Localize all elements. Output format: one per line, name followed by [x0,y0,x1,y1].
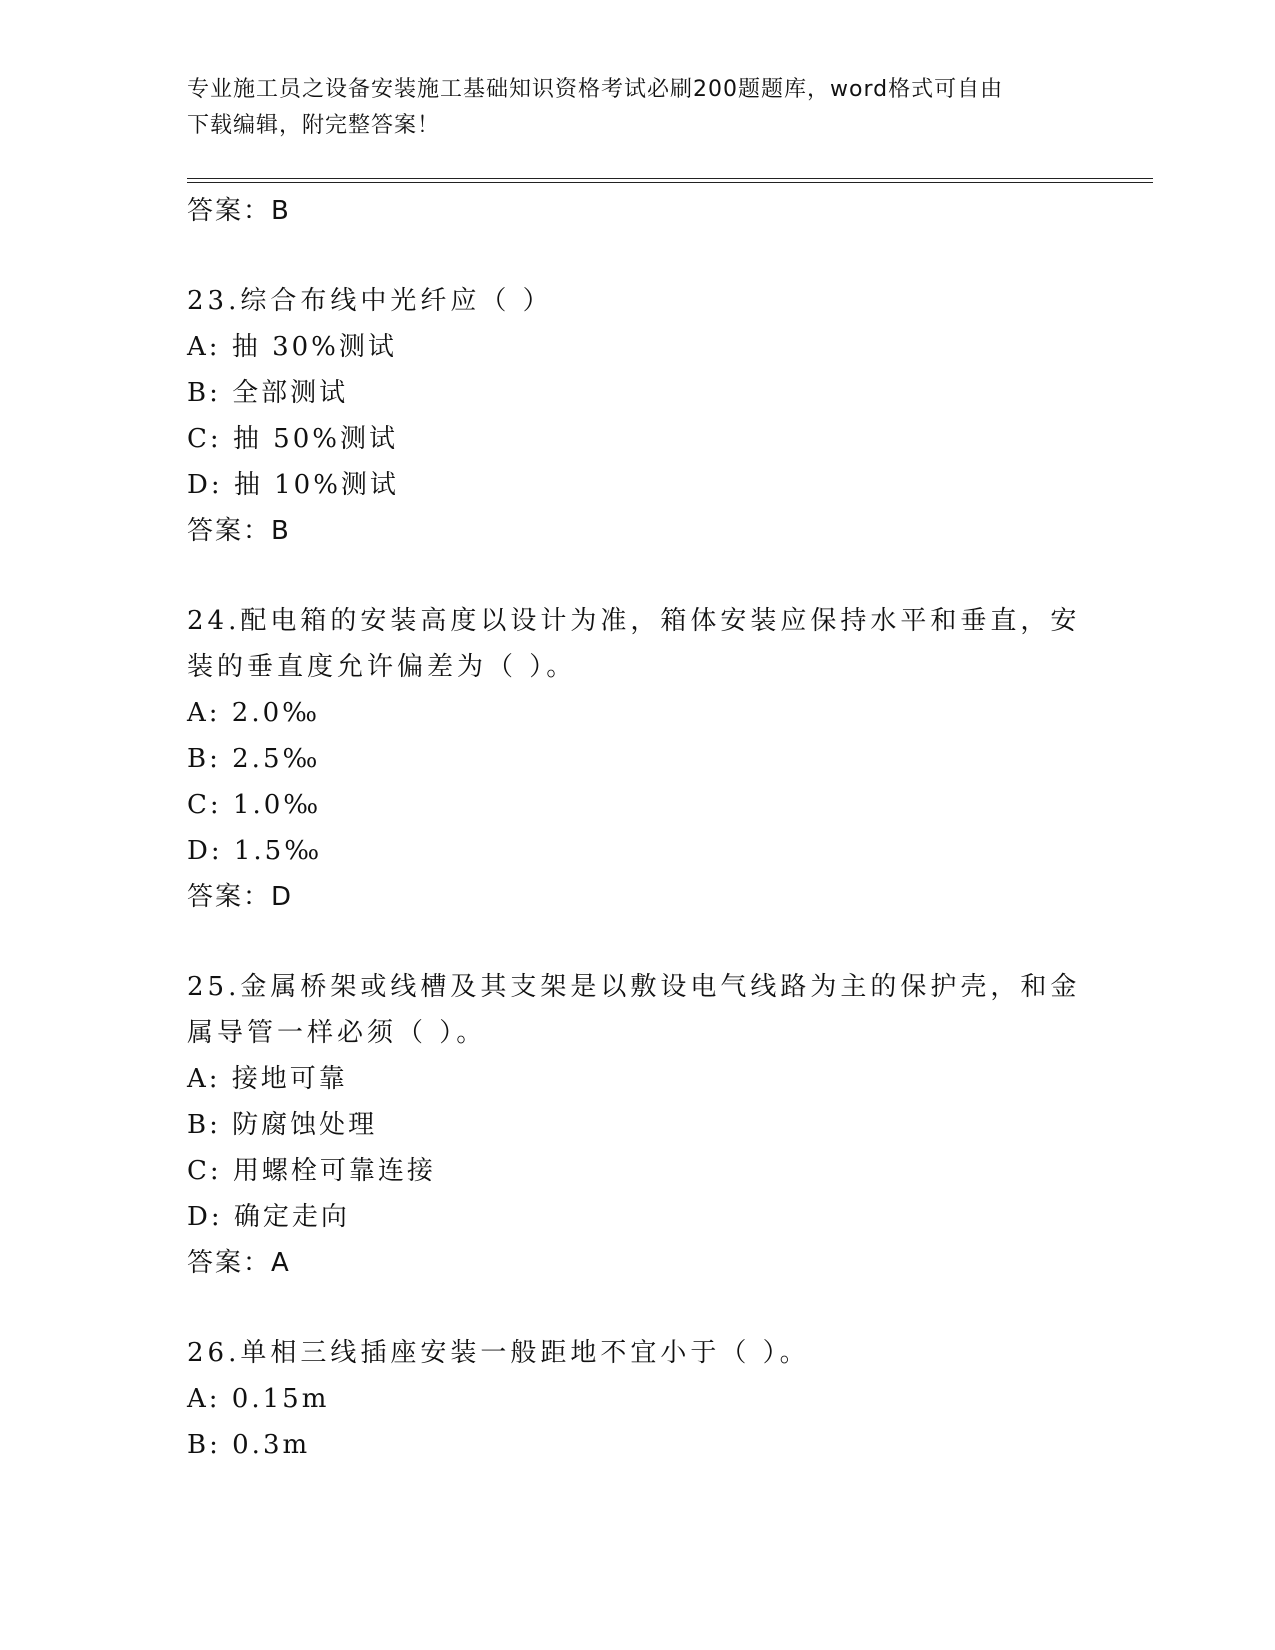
question-23 [187,278,1087,554]
option-a: A: 接地可靠 [187,1064,348,1094]
option-c: C: 用螺栓可靠连接 [187,1156,436,1186]
option-d: D: 抽 10%测试 [187,470,399,500]
option-d: D: 1.5‰ [187,836,323,866]
option-a: A: 抽 30%测试 [187,332,397,362]
option-a: A: 2.0‰ [187,698,321,728]
answer: 答案：A [187,1248,291,1278]
option-d: D: 确定走向 [187,1202,350,1232]
question-25 [187,964,1087,1286]
question-stem: 24.配电箱的安装高度以设计为准，箱体安装应保持水平和垂直，安装的垂直度允许偏差为（ ）。 [187,606,1081,682]
header-line-2: 下载编辑，附完整答案！ [187,113,441,138]
document-header [187,72,1067,144]
question-list [187,188,1087,1468]
question-24 [187,598,1087,920]
previous-answer: 答案：B [187,196,291,226]
option-c: C: 抽 50%测试 [187,424,398,454]
question-stem: 26.单相三线插座安装一般距地不宜小于（ ）。 [187,1338,810,1368]
option-b: B: 2.5‰ [187,744,321,774]
option-b: B: 防腐蚀处理 [187,1110,378,1140]
option-c: C: 1.0‰ [187,790,322,820]
answer: 答案：D [187,882,294,912]
option-a: A: 0.15m [187,1384,330,1414]
header-line-1: 专业施工员之设备安装施工基础知识资格考试必刷200题题库，word格式可自由 [187,77,1004,102]
option-b: B: 0.3m [187,1430,311,1460]
question-stem: 23.综合布线中光纤应（ ） [187,286,553,316]
question-26 [187,1330,1087,1468]
answer: 答案：B [187,516,291,546]
question-stem: 25.金属桥架或线槽及其支架是以敷设电气线路为主的保护壳，和金属导管一样必须（ ）。 [187,972,1081,1048]
option-b: B: 全部测试 [187,378,349,408]
header-rule-top [187,178,1153,179]
header-rule-bottom [187,182,1153,183]
